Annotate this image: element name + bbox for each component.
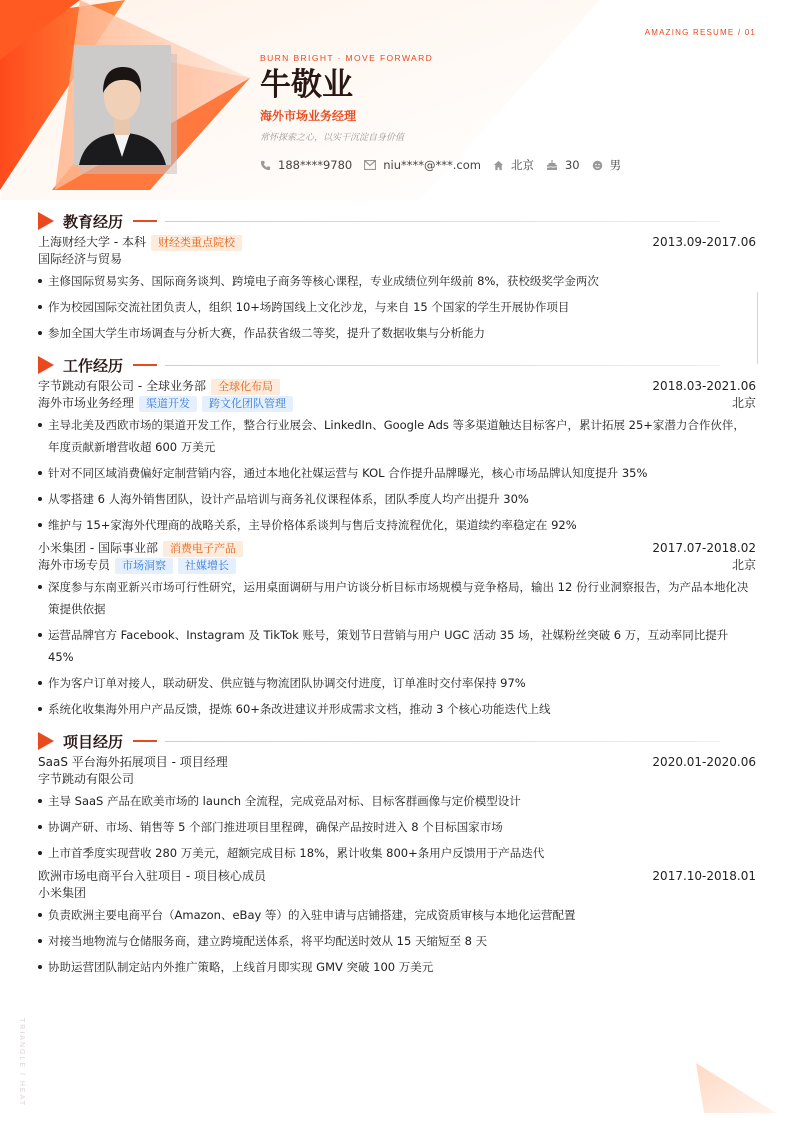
work-date: 2017.07-2018.02 (652, 541, 756, 555)
list-item: 深度参与东南亚新兴市场可行性研究，运用桌面调研与用户访谈分析目标市场规模与竞争格局，输出 12 份行业洞察报告，为产品本地化决策提供依据 (38, 576, 756, 620)
contact-email (364, 158, 481, 172)
work-bullets (38, 576, 756, 720)
work-entry-header (38, 540, 756, 557)
work-location: 北京 (731, 558, 756, 572)
section-divider (165, 221, 720, 222)
skill-tag: 渠道开发 (139, 396, 197, 412)
motto: BURN BRIGHT · MOVE FORWARD (260, 53, 434, 63)
company-badge: 消费电子产品 (163, 541, 243, 557)
major-row (38, 251, 756, 268)
list-item: 从零搭建 6 人海外销售团队，设计产品培训与商务礼仪课程体系，团队季度人均产出提升 30% (38, 488, 756, 510)
target-role: 海外市场业务经理 (260, 109, 357, 123)
project-date: 2017.10-2018.01 (652, 869, 756, 883)
email-text: niu****@***.com (383, 158, 481, 172)
gender-icon (592, 160, 603, 171)
gender-text: 男 (609, 158, 622, 172)
contact-list (260, 157, 740, 173)
section-divider (165, 741, 720, 742)
school-badge: 财经类重点院校 (151, 235, 242, 251)
project-bullets (38, 904, 756, 978)
triangle-icon (38, 356, 54, 374)
resume-body (38, 208, 756, 982)
company-badge: 全球化布局 (211, 379, 280, 395)
side-accent-line (757, 292, 758, 364)
mail-icon (364, 160, 376, 170)
education-entry (38, 234, 756, 251)
list-item: 运营品牌官方 Facebook、Instagram 及 TikTok 账号，策划节日营销与用户 UGC 活动 35 场，社媒粉丝突破 6 万，互动率同比提升 45% (38, 624, 756, 668)
skill-tag: 市场洞察 (115, 558, 173, 574)
school-name: 上海财经大学 - 本科 (38, 235, 146, 249)
list-item: 上市首季度实现营收 280 万美元，超额完成目标 18%，累计收集 800+条用户反馈用于产品迭代 (38, 842, 756, 864)
company-name: 小米集团 - 国际事业部 (38, 541, 158, 555)
education-section-header (38, 208, 756, 234)
list-item: 主导北美及西欧市场的渠道开发工作，整合行业展会、LinkedIn、Google Ads 等多渠道触达目标客户，累计拓展 25+家潜力合作伙伴，年度贡献新增营收超 600 万美元 (38, 414, 756, 458)
list-item: 参加全国大学生市场调查与分析大赛，作品获省级二等奖，提升了数据收集与分析能力 (38, 322, 756, 344)
phone-text: 188****9780 (278, 158, 353, 172)
project-name: 欧洲市场电商平台入驻项目 - 项目核心成员 (38, 869, 266, 883)
position-row (38, 557, 756, 574)
list-item: 作为客户订单对接人，联动研发、供应链与物流团队协调交付进度，订单准时交付率保持 97% (38, 672, 756, 694)
project-org: 小米集团 (38, 886, 87, 900)
top-tag: AMAZING RESUME / 01 (644, 28, 756, 37)
section-title: 教育经历 (63, 212, 124, 231)
major-name: 国际经济与贸易 (38, 252, 123, 266)
list-item: 对接当地物流与仓储服务商，建立跨境配送体系，将平均配送时效从 15 天缩短至 8 天 (38, 930, 756, 952)
list-item: 负责欧洲主要电商平台（Amazon、eBay 等）的入驻申请与店铺搭建，完成资质审核与本地化运营配置 (38, 904, 756, 926)
skill-tag: 社媒增长 (178, 558, 236, 574)
project-date: 2020.01-2020.06 (652, 755, 756, 769)
side-tag: TRIANGLE / HEAT (18, 1018, 25, 1107)
work-section-header (38, 352, 756, 378)
triangle-icon (38, 212, 54, 230)
cake-icon (546, 159, 558, 171)
list-item: 作为校园国际交流社团负责人，组织 10+场跨国线上文化沙龙，与来自 15 个国家的学生开展协作项目 (38, 296, 756, 318)
section-dash (133, 364, 157, 366)
work-entry-header (38, 378, 756, 395)
profile-photo (74, 45, 171, 165)
project-org-row (38, 885, 756, 902)
work-date: 2018.03-2021.06 (652, 379, 756, 393)
section-divider (165, 365, 720, 366)
project-entry-header (38, 868, 756, 885)
contact-gender (592, 157, 622, 173)
company-name: 字节跳动有限公司 - 全球业务部 (38, 379, 206, 393)
list-item: 针对不同区域消费偏好定制营销内容，通过本地化社媒运营与 KOL 合作提升品牌曝光，核心市场品牌认知度提升 35% (38, 462, 756, 484)
section-title: 项目经历 (63, 732, 124, 751)
project-org: 字节跳动有限公司 (38, 772, 135, 786)
education-bullets (38, 270, 756, 344)
project-name: SaaS 平台海外拓展项目 - 项目经理 (38, 755, 228, 769)
work-location: 北京 (731, 396, 756, 410)
section-dash (133, 740, 157, 742)
position-row (38, 395, 756, 412)
work-bullets (38, 414, 756, 536)
profile-header (260, 53, 740, 173)
project-bullets (38, 790, 756, 864)
project-org-row (38, 771, 756, 788)
list-item: 主导 SaaS 产品在欧美市场的 launch 全流程，完成竞品对标、目标客群画像与定价模型设计 (38, 790, 756, 812)
age-text: 30 (564, 158, 580, 172)
position-title: 海外市场专员 (38, 558, 111, 572)
list-item: 协调产研、市场、销售等 5 个部门推进项目里程碑，确保产品按时进入 8 个目标国家市场 (38, 816, 756, 838)
contact-city (493, 157, 534, 173)
section-title: 工作经历 (63, 356, 124, 375)
project-entry-header (38, 754, 756, 771)
list-item: 协助运营团队制定站内外推广策略，上线首月即实现 GMV 突破 100 万美元 (38, 956, 756, 978)
tagline: 常怀探索之心，以实干沉淀自身价值 (260, 133, 405, 143)
triangle-icon (38, 732, 54, 750)
projects-section-header (38, 728, 756, 754)
list-item: 维护与 15+家海外代理商的战略关系，主导价格体系谈判与售后支持流程优化，渠道续约率稳定在 92% (38, 514, 756, 536)
education-date: 2013.09-2017.06 (652, 235, 756, 249)
list-item: 主修国际贸易实务、国际商务谈判、跨境电子商务等核心课程，专业成绩位列年级前 8%，获校级奖学金两次 (38, 270, 756, 292)
skill-tag: 跨文化团队管理 (202, 396, 293, 412)
footer-decoration (696, 1063, 776, 1113)
position-title: 海外市场业务经理 (38, 396, 135, 410)
candidate-name: 牛敬业 (260, 67, 353, 103)
list-item: 系统化收集海外用户产品反馈，提炼 60+条改进建议并形成需求文档，推动 3 个核心功能迭代上线 (38, 698, 756, 720)
city-text: 北京 (510, 158, 534, 172)
phone-icon (260, 160, 271, 171)
home-icon (493, 160, 504, 171)
contact-age (546, 158, 580, 172)
contact-phone (260, 158, 352, 172)
section-dash (133, 220, 157, 222)
